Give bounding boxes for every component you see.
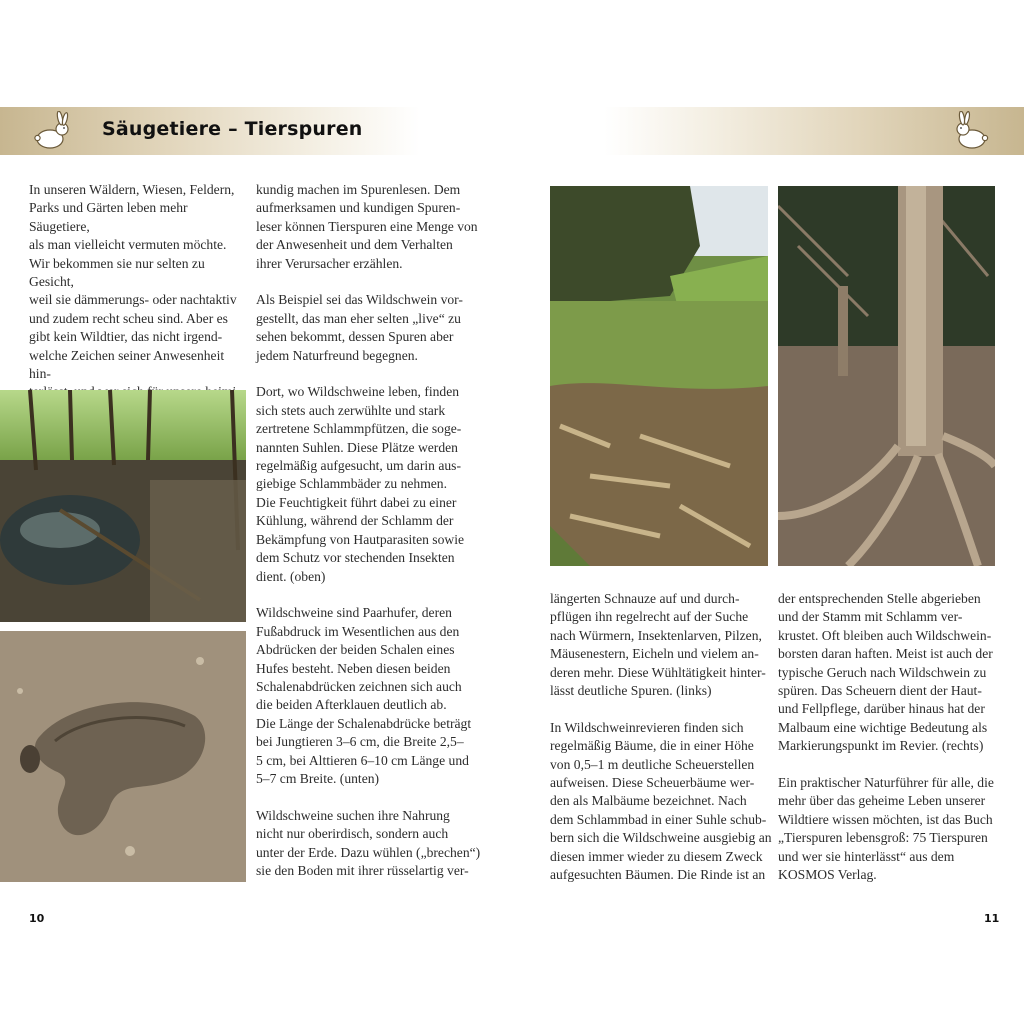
photo-hoofprint	[0, 631, 246, 882]
photo-rubbing-tree	[778, 186, 995, 566]
page-number-right: 11	[984, 912, 1000, 925]
paragraph: Wildschweine suchen ihre Nahrung nicht nur oberirdisch, sondern auch unter der Erde. Dazu wühlen („brechen“) sie den Boden mit ihrer rüsselartig ver-	[256, 807, 481, 878]
page-title: Säugetiere – Tierspuren	[102, 118, 363, 140]
photo-wallow	[0, 390, 246, 622]
paragraph: der entsprechenden Stelle abgerieben und der Stamm mit Schlamm ver- krustet. Oft bleiben auch Wildschwein- borsten daran haften. Meist ist auch der typische Geruch nach Wildschwein zu spüren. Das Scheuern dient der Haut- und Fellpflege, darüber hinaus hat der Malbaum eine wichtige Bedeutung als Markierungspunkt im Revier. (rechts)	[778, 591, 993, 754]
paragraph: Als Beispiel sei das Wildschwein vor- gestellt, das man eher selten „live“ zu sehen bekommt, dessen Spuren aber jedem Naturfreund begegnen.	[256, 292, 463, 363]
left-column-1	[29, 181, 249, 420]
paragraph: Ein praktischer Naturführer für alle, die mehr über das geheime Leben unserer Wildtiere wissen möchten, ist das Buch „Tierspuren lebensgroß: 75 Tierspuren und wer sie hinterlässt“ aus dem KOSMOS Verlag.	[778, 775, 994, 883]
right-column-2	[778, 590, 1004, 884]
rabbit-icon	[32, 111, 72, 151]
rabbit-icon	[952, 111, 992, 151]
paragraph: In Wildschweinrevieren finden sich regelmäßig Bäume, die in einer Höhe von 0,5–1 m deutliche Scheuerstellen aufweisen. Diese Scheuerbäume wer- den als Malbäume bezeichnet. Nach dem Schlammbad in einer Suhle schub- bern sich die Wildschweine ausgiebig an diesen immer wieder zu diesem Zweck aufgesuchten Bäumen. Die Rinde ist an	[550, 719, 772, 883]
paragraph: Dort, wo Wildschweine leben, finden sich stets auch zerwühlte und stark zertretene Schlammpfützen, die soge- nannten Suhlen. Diese Plätze werden regelmäßig aufgesucht, um darin aus- giebige Schlammbäder zu nehmen. Die Feuchtigkeit führt dabei zu einer Kühlung, während der Schlamm der Bekämpfung von Hautparasiten sowie dem Schutz vor stechenden Insekten dient. (oben)	[256, 384, 465, 584]
right-column-1	[550, 590, 772, 884]
paragraph: In unseren Wäldern, Wiesen, Feldern, Parks und Gärten leben mehr Säugetiere, als man vielleicht vermuten möchte. Wir bekommen sie nur selten zu Gesicht, weil sie dämmerungs- oder nachtaktiv und zudem recht scheu sind. Aber es gibt kein Wildtier, das nicht irgend- welche Zeichen seiner Anwesenheit hin-	[29, 182, 237, 382]
paragraph: Wildschweine sind Paarhufer, deren Fußabdruck im Wesentlichen aus den Abdrücken der beiden Schalen eines Hufes besteht. Neben diesen beiden Schalenabdrücken zeichnen sich auch die beiden Afterklauen deutlich ab. Die Länge der Schalenabdrücke beträgt bei Jungtieren 3–6 cm, die Breite 2,5– 5 cm, bei Alttieren 6–10 cm Länge und 5–7 cm Breite. (unten)	[256, 605, 472, 786]
paragraph: längerten Schnauze auf und durch- pflügen ihn regelrecht auf der Suche nach Würmern, Insektenlarven, Pilzen, Mäusenestern, Eicheln und vielem an- deren mehr. Diese Wühltätigkeit hinter- lässt deutliche Spuren. (links)	[550, 591, 766, 699]
page-number-left: 10	[29, 912, 45, 925]
photo-rooted-meadow	[550, 186, 768, 566]
left-column-2	[256, 181, 486, 880]
paragraph: kundig machen im Spurenlesen. Dem aufmerksamen und kundigen Spuren- leser können Tierspuren eine Menge von der Anwesenheit und dem Verhalten ihrer Verursacher erzählen.	[256, 182, 478, 271]
